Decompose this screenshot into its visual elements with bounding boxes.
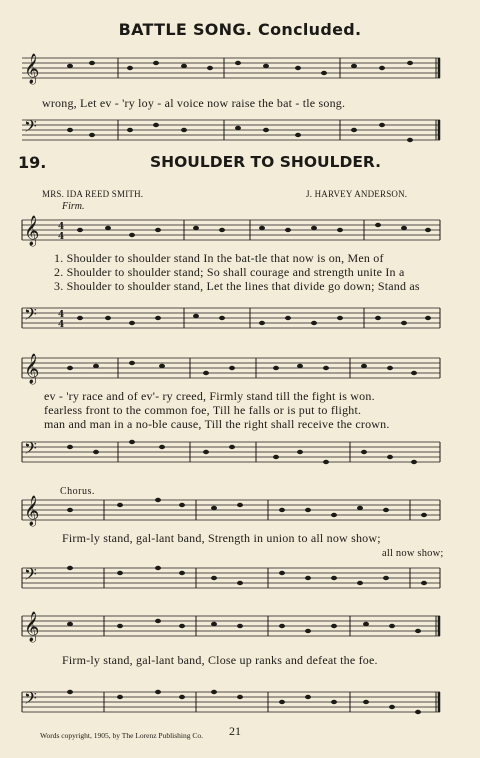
svg-text:4: 4	[58, 232, 65, 242]
chorus-echo-lyric: all now show;	[382, 548, 444, 559]
lyricist-credit: MRS. IDA REED SMITH.	[42, 189, 144, 199]
svg-text:4: 4	[58, 310, 65, 320]
svg-text:𝄢: 𝄢	[24, 438, 37, 462]
tempo-marking: Firm.	[62, 201, 85, 212]
svg-text:𝄞: 𝄞	[24, 354, 40, 384]
system1-treble-staff	[0, 218, 480, 244]
hymn-title: SHOULDER TO SHOULDER.	[150, 153, 382, 171]
system2-bass-staff	[0, 440, 480, 466]
svg-text:𝄢: 𝄢	[24, 304, 37, 328]
concluded-bass-staff	[0, 118, 480, 144]
page-title: BATTLE SONG. Concluded.	[118, 20, 362, 39]
verse2-line2: fearless front to the common foe, Till he falls or is put to flight.	[44, 403, 362, 417]
system1-bass-staff	[0, 306, 480, 332]
svg-text:𝄞: 𝄞	[24, 54, 40, 84]
svg-text:4: 4	[58, 222, 65, 232]
svg-text:𝄢: 𝄢	[24, 116, 37, 140]
svg-text:𝄞: 𝄞	[24, 612, 40, 642]
verse3-line1: 3. Shoulder to shoulder stand, Let the lines that divide go down; Stand as	[54, 279, 420, 293]
hymn-number: 19.	[18, 153, 47, 172]
copyright-notice: Words copyright, 1905, by The Lorenz Publishing Co.	[40, 731, 203, 740]
chorus1-treble-staff	[0, 498, 480, 524]
svg-text:𝄞: 𝄞	[24, 496, 40, 526]
svg-text:𝄢: 𝄢	[24, 688, 37, 712]
chorus-label: Chorus.	[60, 486, 95, 497]
system2-treble-staff	[0, 356, 480, 382]
verse1-line2: ev - 'ry race and of ev'- ry creed, Firmly stand till the fight is won.	[44, 389, 375, 403]
verse3-line2: man and man in a no-ble cause, Till the right shall receive the crown.	[44, 417, 390, 431]
svg-text:𝄢: 𝄢	[24, 564, 37, 588]
chorus-lyric-line1: Firm-ly stand, gal-lant band, Strength in union to all now show;	[62, 531, 381, 545]
chorus2-treble-staff	[0, 614, 480, 640]
chorus2-bass-staff	[0, 690, 480, 716]
concluded-treble-staff	[0, 56, 480, 82]
svg-text:4: 4	[58, 320, 65, 330]
composer-credit: J. HARVEY ANDERSON.	[306, 189, 408, 199]
concluded-lyric-line: wrong, Let ev - 'ry loy - al voice now raise the bat - tle song.	[42, 96, 346, 110]
verse1-line1: 1. Shoulder to shoulder stand In the bat-tle that now is on, Men of	[54, 251, 384, 265]
verse2-line1: 2. Shoulder to shoulder stand; So shall courage and strength unite In a	[54, 265, 405, 279]
page-number: 21	[229, 724, 241, 738]
svg-text:𝄞: 𝄞	[24, 216, 40, 246]
chorus1-bass-staff	[0, 566, 480, 592]
chorus-lyric-line2: Firm-ly stand, gal-lant band, Close up ranks and defeat the foe.	[62, 653, 378, 667]
